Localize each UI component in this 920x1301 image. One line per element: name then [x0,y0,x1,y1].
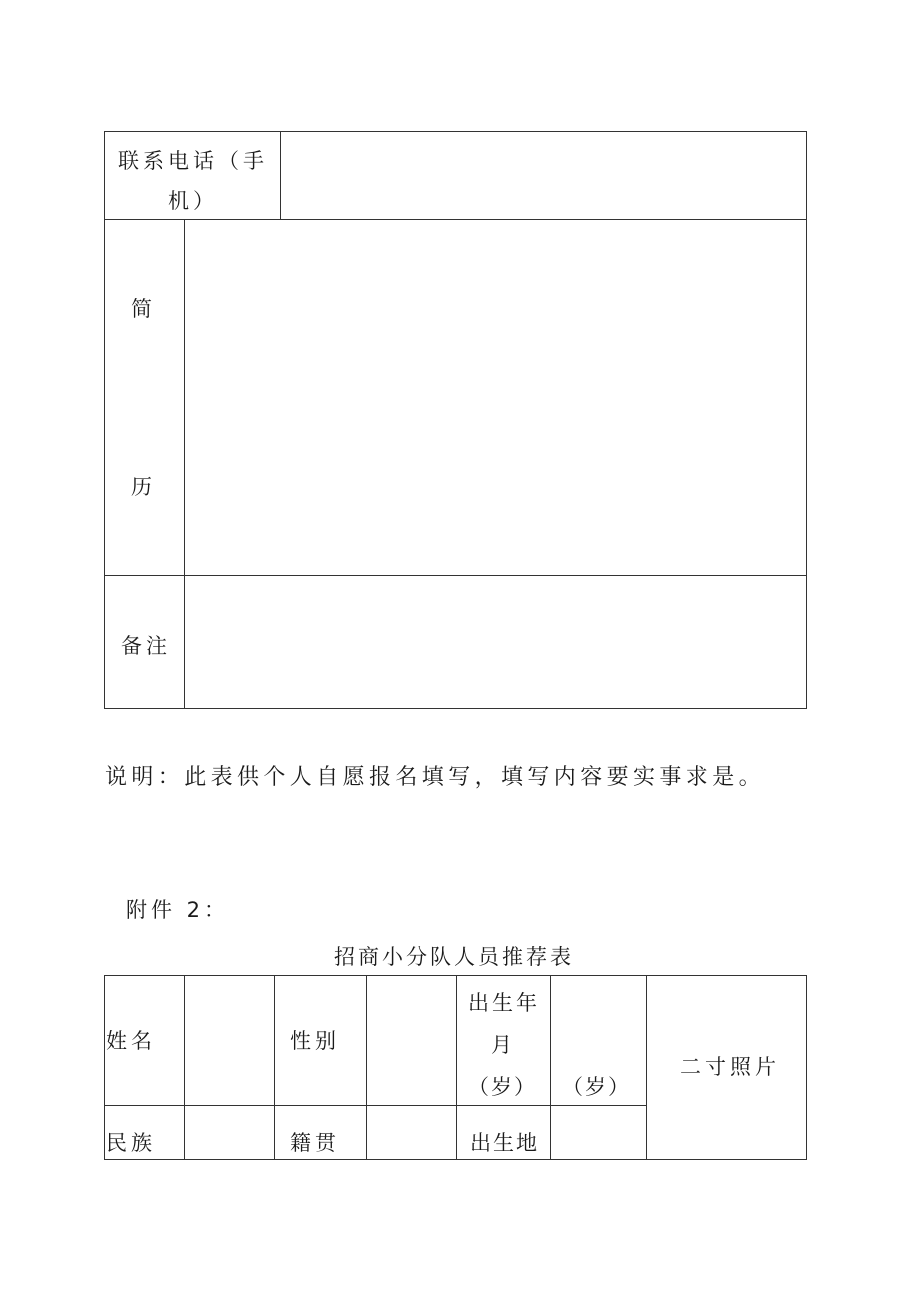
photo-cell[interactable] [647,976,806,1159]
photo-label: 二寸照片 [680,1055,780,1079]
ethnicity-input-cell[interactable] [185,1106,274,1159]
gender-input-cell[interactable] [367,976,456,1105]
resume-input-cell[interactable] [185,220,806,575]
birthplace-label: 出生地 [470,1131,539,1155]
birthplace-input-cell[interactable] [551,1106,646,1159]
name-input-cell[interactable] [185,976,274,1105]
native-place-label: 籍贯 [290,1131,340,1155]
age-label-2: （岁） [562,1075,631,1099]
ethnicity-label: 民族 [106,1131,156,1155]
remarks-label: 备注 [121,634,171,658]
remarks-input-cell[interactable] [185,576,806,708]
age-label-1: （岁） [468,1075,537,1099]
form-note: 说明：此表供个人自愿报名填写，填写内容要实事求是。 [105,765,766,790]
resume-label-char1: 简 [131,297,156,321]
attachment-label: 附件 2： [126,898,230,922]
native-place-input-cell[interactable] [367,1106,456,1159]
gender-label: 性别 [290,1029,340,1053]
birth-label-line1: 出生年 [468,991,540,1015]
phone-label-line1: 联系电话（手 [118,149,268,173]
name-label: 姓名 [106,1029,156,1053]
phone-label-line2: 机） [168,189,218,213]
birth-label-line2: 月 [491,1033,516,1057]
resume-label-char2: 历 [131,475,156,499]
phone-input-cell[interactable] [281,132,806,219]
recommendation-table-title: 招商小分队人员推荐表 [334,945,574,969]
